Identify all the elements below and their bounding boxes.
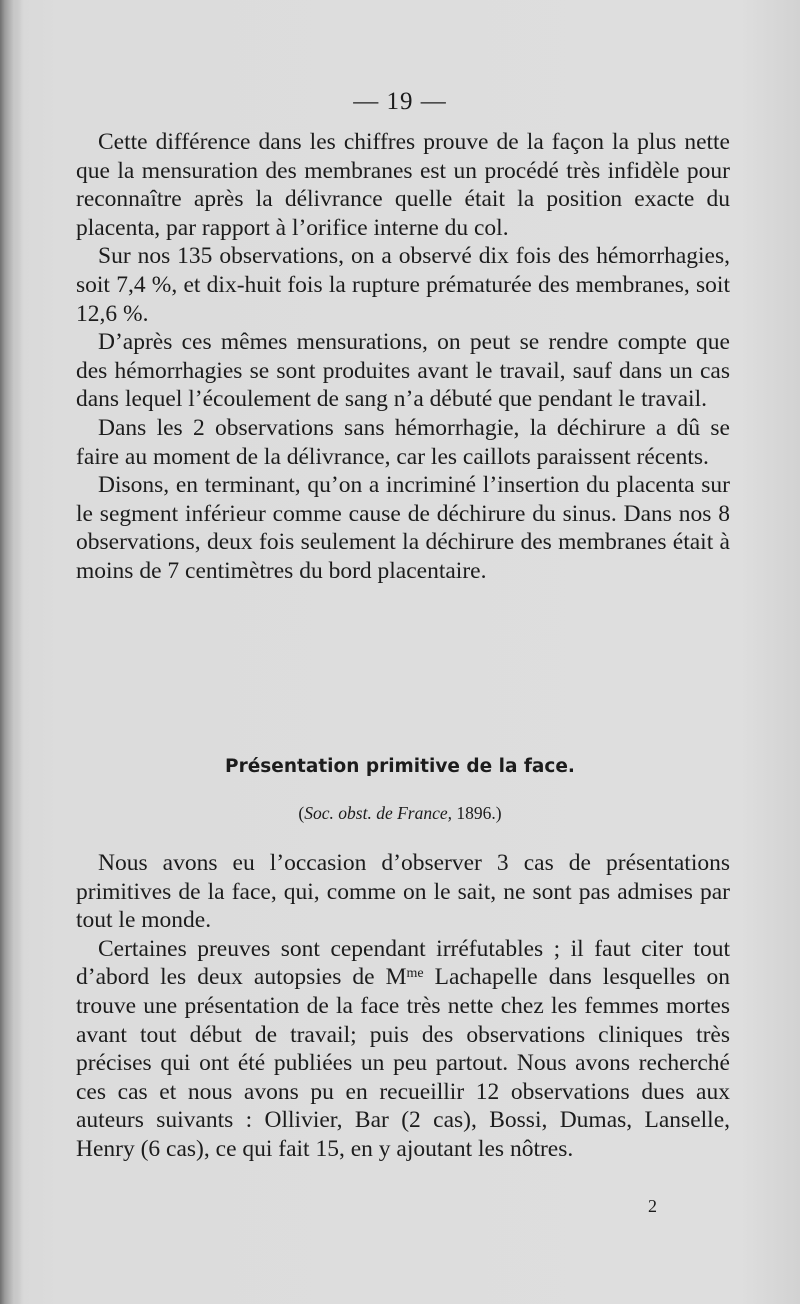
section-title: Présentation primitive de la face. — [225, 756, 575, 777]
page-binding-shadow — [0, 0, 22, 1304]
citation-open-paren: ( — [298, 803, 305, 823]
printer-signature-mark: 2 — [648, 1196, 657, 1216]
body-text-top — [76, 128, 730, 586]
paragraph-text: Certaines preuves sont cependant irréfutables ; il faut citer tout d’abord les deux autopsies de M — [76, 935, 730, 991]
paragraph: D’après ces mêmes mensurations, on peut se rendre compte que des hémorrhagies se sont produites avant le travail, sauf dans un cas dans lequel l’écoulement de sang n’a débuté que pendant le travail. — [76, 329, 730, 413]
paragraph — [76, 935, 730, 1164]
paragraph: Cette différence dans les chiffres prouve de la façon la plus nette que la mensuration des membranes est un procédé très infidèle pour reconnaître après la délivrance quelle était la position exacte du placenta, par rapport à l’orifice interne du col. — [76, 129, 730, 241]
paragraph: Sur nos 135 observations, on a observé dix fois des hémorrhagies, soit 7,4 %, et dix-huit fois la rupture prématurée des membranes, soit 12,6 %. — [76, 243, 730, 327]
citation-year: 1896.) — [452, 803, 502, 823]
paragraph: Disons, en terminant, qu’on a incriminé l’insertion du placenta sur le segment inférieur comme cause de déchirure du sinus. Dans nos 8 observations, deux fois seulement la déchirure des membranes était à moins de 7 centimètres du bord placentaire. — [76, 472, 730, 584]
paragraph: Nous avons eu l’occasion d’observer 3 cas de présentations primitives de la face, qui, comme on le sait, ne sont pas admises par tout le monde. — [76, 850, 730, 934]
superscript-me: me — [406, 966, 424, 982]
body-text-bottom — [76, 849, 730, 1164]
paragraph-text: Lachapelle dans lesquelles on trouve une présentation de la face très nette chez les femmes mortes avant tout début de travail; puis des observations cliniques très précises qui ont été publiées un peu partout. Nous avons recherché ces cas et nous avons pu en recueillir 12 observations dues aux auteurs suivants : Ollivier, Bar (2 cas), Bossi, Dumas, Lanselle, Henry (6 cas), ce qui fait 15, en y ajoutant les nôtres. — [76, 964, 730, 1162]
paragraph: Dans les 2 observations sans hémorrhagie, la déchirure a dû se faire au moment de la délivrance, car les caillots paraissent récents. — [76, 414, 730, 470]
citation-journal: Soc. obst. de France, — [304, 803, 452, 823]
section-citation — [0, 803, 800, 824]
running-head-page-number: — 19 — — [353, 88, 447, 115]
